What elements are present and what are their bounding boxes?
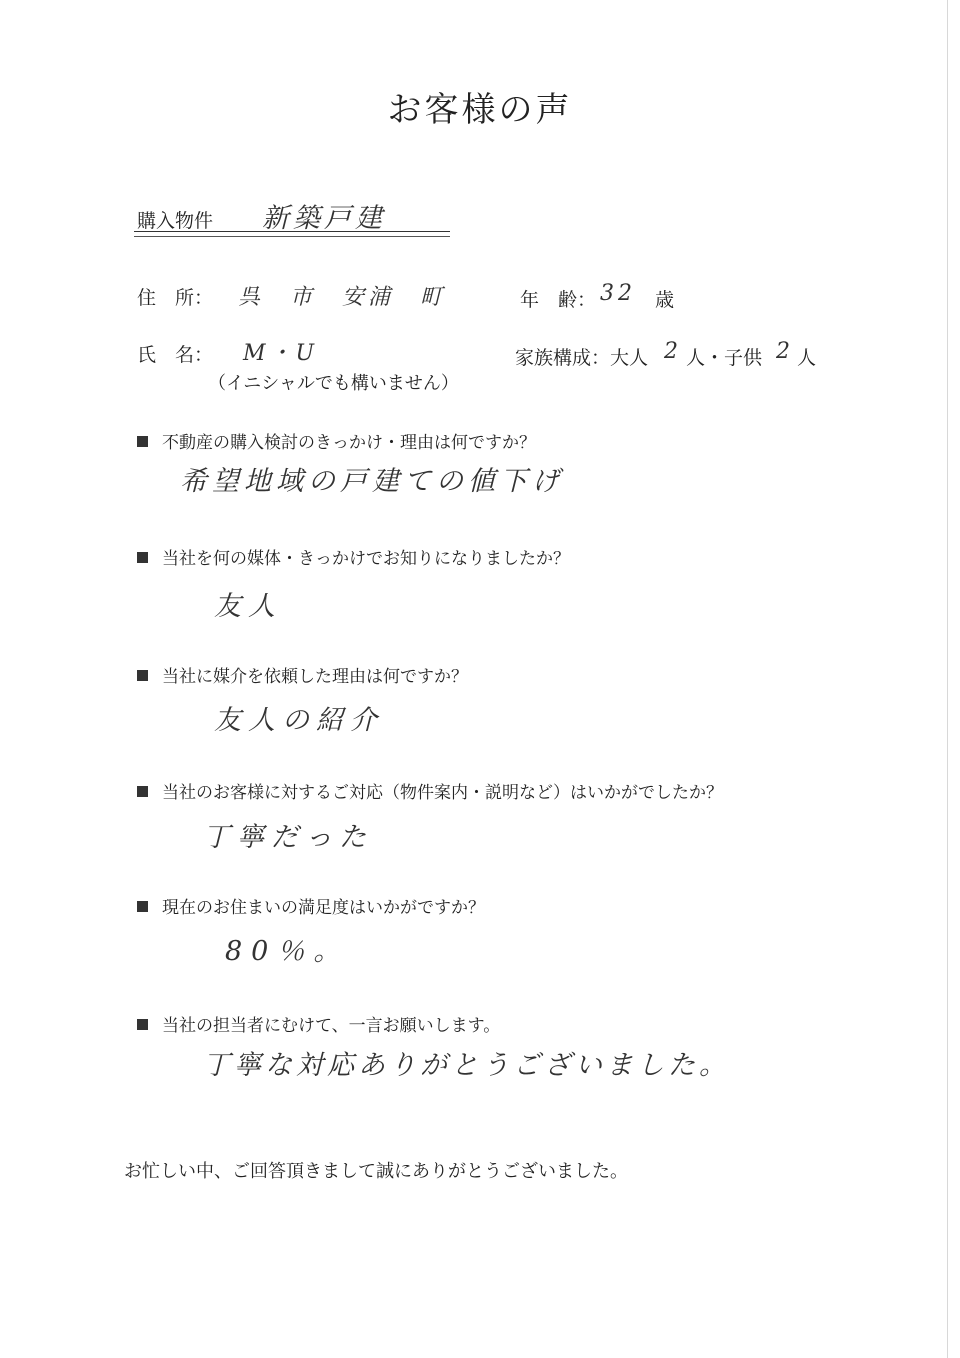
question-3: 当社に媒介を依頼した理由は何ですか？ [137,662,468,687]
property-underline-double [134,236,450,237]
bullet-square-icon [137,786,148,797]
scan-edge [947,0,948,1358]
family-children-unit: 人 [797,347,817,369]
bullet-square-icon [137,1019,148,1030]
answer-2: 友人 [214,591,282,622]
bullet-square-icon [137,436,148,447]
family-adults: 2 [664,339,682,364]
age-label: 年 齢： [520,289,597,311]
answer-4: 丁寧だった [203,822,373,853]
property-label: 購入物件 [137,210,214,232]
age-unit: 歳 [655,289,675,311]
question-5: 現在のお住まいの満足度はいかがですか？ [137,893,485,918]
question-1: 不動産の購入検討のきっかけ・理由は何ですか？ [137,428,536,453]
name-label: 氏 名： [137,344,214,366]
bullet-square-icon [137,901,148,912]
bullet-square-icon [137,552,148,563]
bullet-square-icon [137,670,148,681]
family-adults-unit: 人・子供 [686,347,763,369]
family-children: 2 [776,339,794,364]
page-title: お客様の声 [387,90,573,130]
family-label: 家族構成：大人 [515,347,649,369]
address-value: 呉 市 安浦 町 [238,285,447,310]
question-2: 当社を何の媒体・きっかけでお知りになりましたか？ [137,544,570,569]
answer-3: 友人の紹介 [214,705,384,736]
answer-1: 希望地域の戸建ての値下げ [180,466,564,497]
answer-6: 丁寧な対応ありがとうございました。 [203,1050,730,1081]
address-label: 住 所： [137,287,214,309]
property-underline [134,231,450,232]
name-note: （イニシャルでも構いません） [208,373,459,394]
name-value: M・U [243,341,319,366]
question-6: 当社の担当者にむけて、一言お願いします。 [137,1011,500,1036]
question-4: 当社のお客様に対するご対応（物件案内・説明など）はいかがでしたか？ [137,778,723,803]
age-value: 32 [600,281,636,306]
answer-5: 80％。 [225,936,350,967]
closing-message: お忙しい中、ご回答頂きまして誠にありがとうございました。 [124,1161,628,1182]
property-value: 新築戸建 [262,203,386,234]
